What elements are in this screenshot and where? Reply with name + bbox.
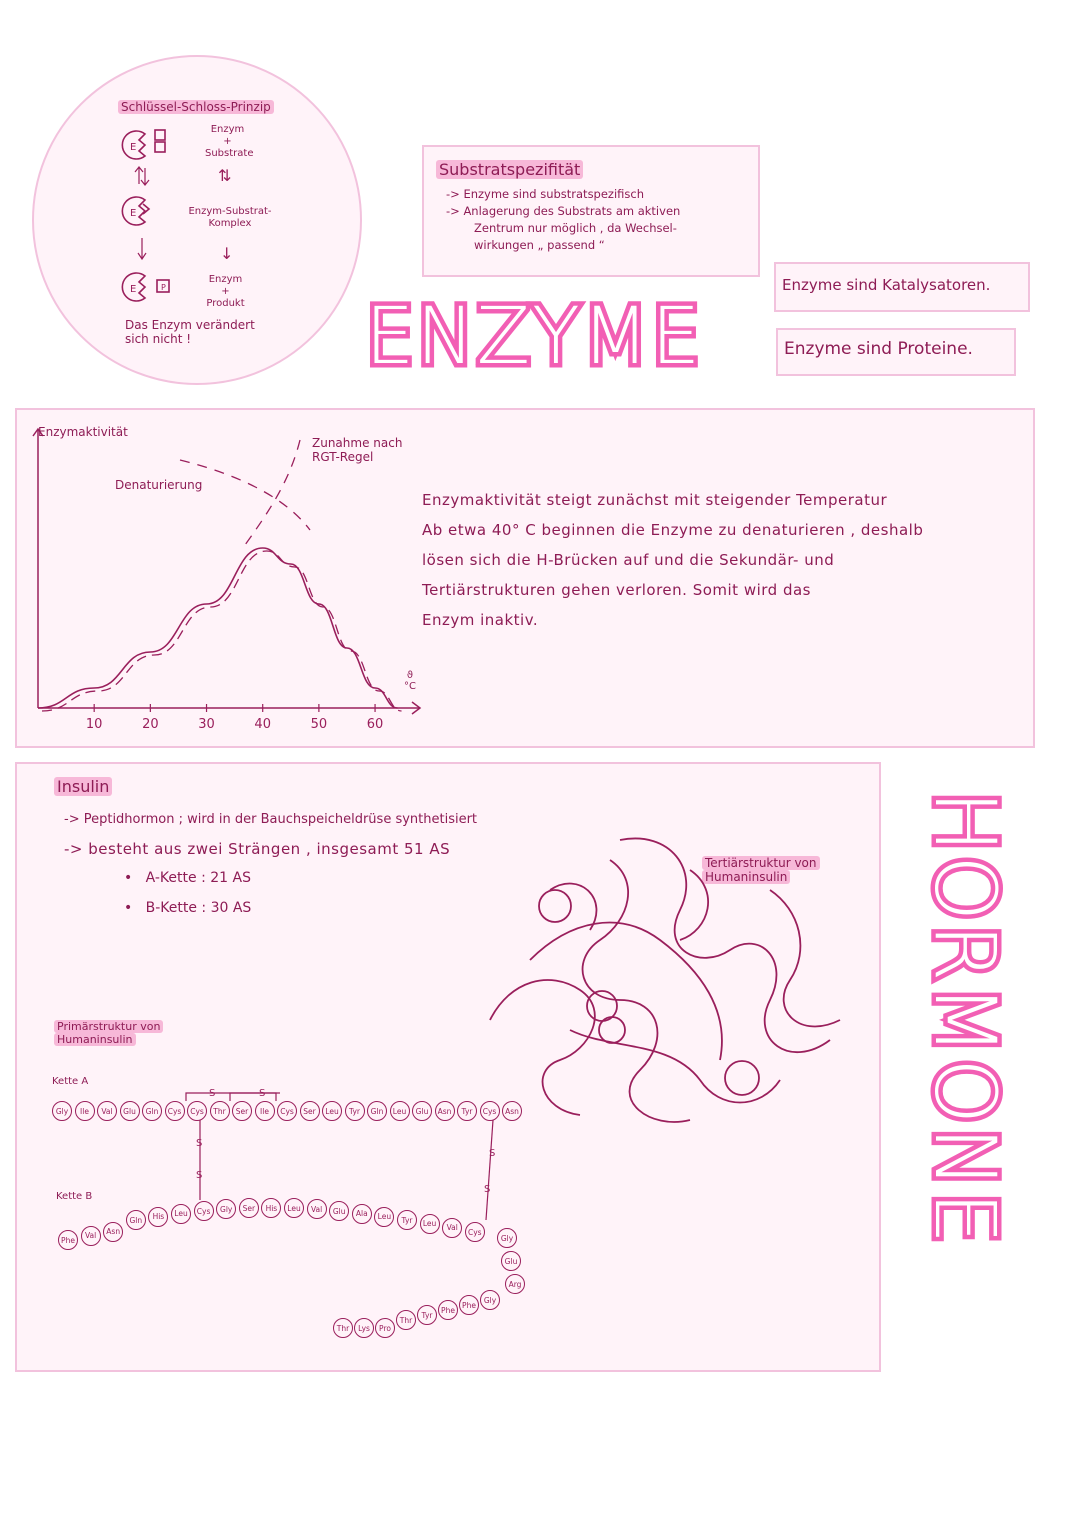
amino-acid-a: Glu — [412, 1101, 432, 1121]
amino-acid-a: Cys — [165, 1101, 185, 1121]
amino-acid-b: Leu — [171, 1204, 191, 1224]
activity-curve — [38, 548, 398, 708]
amino-acid-b: Leu — [420, 1214, 440, 1234]
amino-acid-a: Gln — [367, 1101, 387, 1121]
amino-acid-b: Glu — [329, 1201, 349, 1221]
enzyme-substrate-icon — [122, 130, 165, 159]
enzyme-unchanged-note: Das Enzym verändert sich nicht ! — [125, 318, 255, 346]
insulin-line2: -> besteht aus zwei Strängen , insgesamt 51 AS — [64, 840, 451, 858]
primary-structure-label: Primärstruktur von Humaninsulin — [54, 1020, 163, 1046]
amino-acid-b: Ser — [239, 1198, 259, 1218]
amino-acid-b: Lys — [354, 1318, 374, 1338]
bond-s-2: S — [259, 1088, 266, 1099]
amino-acid-b: Glu — [501, 1251, 521, 1271]
hormone-heading: HORMONE — [916, 790, 1014, 1247]
amino-acid-b: Cys — [194, 1201, 214, 1221]
denaturation-dashed-line — [180, 460, 310, 530]
tertiary-structure-drawing — [470, 830, 870, 1150]
x-tick-label: 10 — [85, 717, 103, 732]
insulin-bullet-b: • B-Kette : 30 AS — [124, 900, 252, 916]
amino-acid-b: Gly — [497, 1228, 517, 1248]
amino-acid-a: Val — [97, 1101, 117, 1121]
substrate-specificity-text: -> Enzyme sind substratspezifisch -> Anlagerung des Substrats am aktiven Zentrum nur möglich , da Wechsel- wirkungen „ passend “ — [446, 187, 681, 252]
amino-acid-b: Phe — [438, 1300, 458, 1320]
key-lock-icons — [115, 120, 185, 310]
step3-label: Enzym + Produkt — [206, 274, 245, 309]
amino-acid-a: Thr — [210, 1101, 230, 1121]
enzyme-heading: ENZYME — [365, 292, 703, 382]
x-tick-label: 50 — [310, 717, 328, 732]
amino-acid-a: Cys — [480, 1101, 500, 1121]
amino-acid-a: Tyr — [345, 1101, 365, 1121]
amino-acid-a: Gln — [142, 1101, 162, 1121]
amino-acid-a: Glu — [120, 1101, 140, 1121]
amino-acid-a: Ser — [300, 1101, 320, 1121]
svg-text:P: P — [161, 283, 166, 292]
svg-text:E: E — [130, 142, 137, 153]
temperature-description: Enzymaktivität steigt zunächst mit steigender Temperatur Ab etwa 40° C beginnen die Enzyme zu denaturieren , deshalb lösen sich die H-Brücken auf und die Sekundär- und Tertiärstrukturen gehen verloren. Somit wird das Enzym inaktiv. — [422, 491, 924, 629]
svg-text:E: E — [130, 284, 137, 295]
x-axis-unit: ϑ °C — [404, 670, 416, 692]
svg-text:E: E — [130, 208, 137, 219]
amino-acid-a: Leu — [322, 1101, 342, 1121]
fact-catalysts: Enzyme sind Katalysatoren. — [782, 276, 991, 294]
bond-s-3: S — [196, 1138, 203, 1149]
bond-s-6: S — [484, 1184, 491, 1195]
amino-acid-a: Gly — [52, 1101, 72, 1121]
amino-acid-b: Tyr — [397, 1210, 417, 1230]
step2-label: Enzym-Substrat- Komplex — [188, 206, 272, 229]
amino-acid-b: Phe — [58, 1230, 78, 1250]
amino-acid-b: Asn — [103, 1222, 123, 1242]
amino-acid-a: Leu — [390, 1101, 410, 1121]
amino-acid-b: Phe — [459, 1295, 479, 1315]
amino-acid-a: Ile — [255, 1101, 275, 1121]
amino-acid-a: Cys — [277, 1101, 297, 1121]
fact-proteins: Enzyme sind Proteine. — [784, 339, 973, 359]
amino-acid-b: Thr — [333, 1318, 353, 1338]
amino-acid-b: Leu — [374, 1207, 394, 1227]
amino-acid-a: Ile — [75, 1101, 95, 1121]
amino-acid-b: Leu — [284, 1198, 304, 1218]
amino-acid-b: Thr — [396, 1310, 416, 1330]
temperature-chart — [20, 420, 440, 740]
activity-curve-dashed — [42, 551, 402, 711]
bond-s-4: S — [196, 1170, 203, 1181]
amino-acid-b: Arg — [505, 1274, 525, 1294]
insulin-bullet-a: • A-Kette : 21 AS — [124, 870, 251, 886]
chain-a-label: Kette A — [52, 1076, 89, 1087]
equilibrium-arrow-icon: ⇅ — [218, 166, 232, 185]
amino-acid-b: Val — [81, 1226, 101, 1246]
amino-acid-b: Gly — [480, 1290, 500, 1310]
amino-acid-b: Pro — [375, 1318, 395, 1338]
bond-s-1: S — [209, 1088, 216, 1099]
amino-acid-a: Asn — [502, 1101, 522, 1121]
bond-s-5: S — [489, 1148, 496, 1159]
x-tick-label: 30 — [198, 717, 215, 732]
chain-b-label: Kette B — [56, 1191, 93, 1202]
amino-acid-b: Gln — [126, 1210, 146, 1230]
amino-acid-b: Cys — [465, 1222, 485, 1242]
substrate-specificity-title: Substratspezifität — [436, 160, 583, 179]
amino-acid-b: Ala — [352, 1204, 372, 1224]
tertiary-structure-label: Tertiärstruktur von Humaninsulin — [702, 856, 820, 884]
step1-label: Enzym + Substrate — [205, 124, 254, 159]
denaturation-label: Denaturierung — [115, 478, 203, 492]
x-tick-label: 60 — [366, 717, 384, 732]
down-arrow-icon: ↓ — [220, 244, 234, 263]
y-axis-label: Enzymaktivität — [38, 425, 128, 439]
x-tick-label: 40 — [254, 717, 271, 732]
amino-acid-a: Tyr — [457, 1101, 477, 1121]
amino-acid-b: His — [261, 1198, 281, 1218]
insulin-title: Insulin — [54, 777, 112, 796]
amino-acid-a: Asn — [435, 1101, 455, 1121]
amino-acid-b: His — [148, 1207, 168, 1227]
amino-acid-a: Ser — [232, 1101, 252, 1121]
key-lock-title: Schlüssel-Schloss-Prinzip — [118, 100, 274, 114]
rgt-dashed-line — [245, 440, 300, 545]
x-tick-label: 20 — [142, 717, 159, 732]
rgt-label: Zunahme nach RGT-Regel — [312, 436, 403, 464]
amino-acid-b: Val — [307, 1199, 327, 1219]
amino-acid-b: Tyr — [417, 1305, 437, 1325]
amino-acid-b: Gly — [216, 1199, 236, 1219]
insulin-line1: -> Peptidhormon ; wird in der Bauchspeicheldrüse synthetisiert — [64, 812, 478, 827]
amino-acid-a: Cys — [187, 1101, 207, 1121]
amino-acid-b: Val — [442, 1218, 462, 1238]
